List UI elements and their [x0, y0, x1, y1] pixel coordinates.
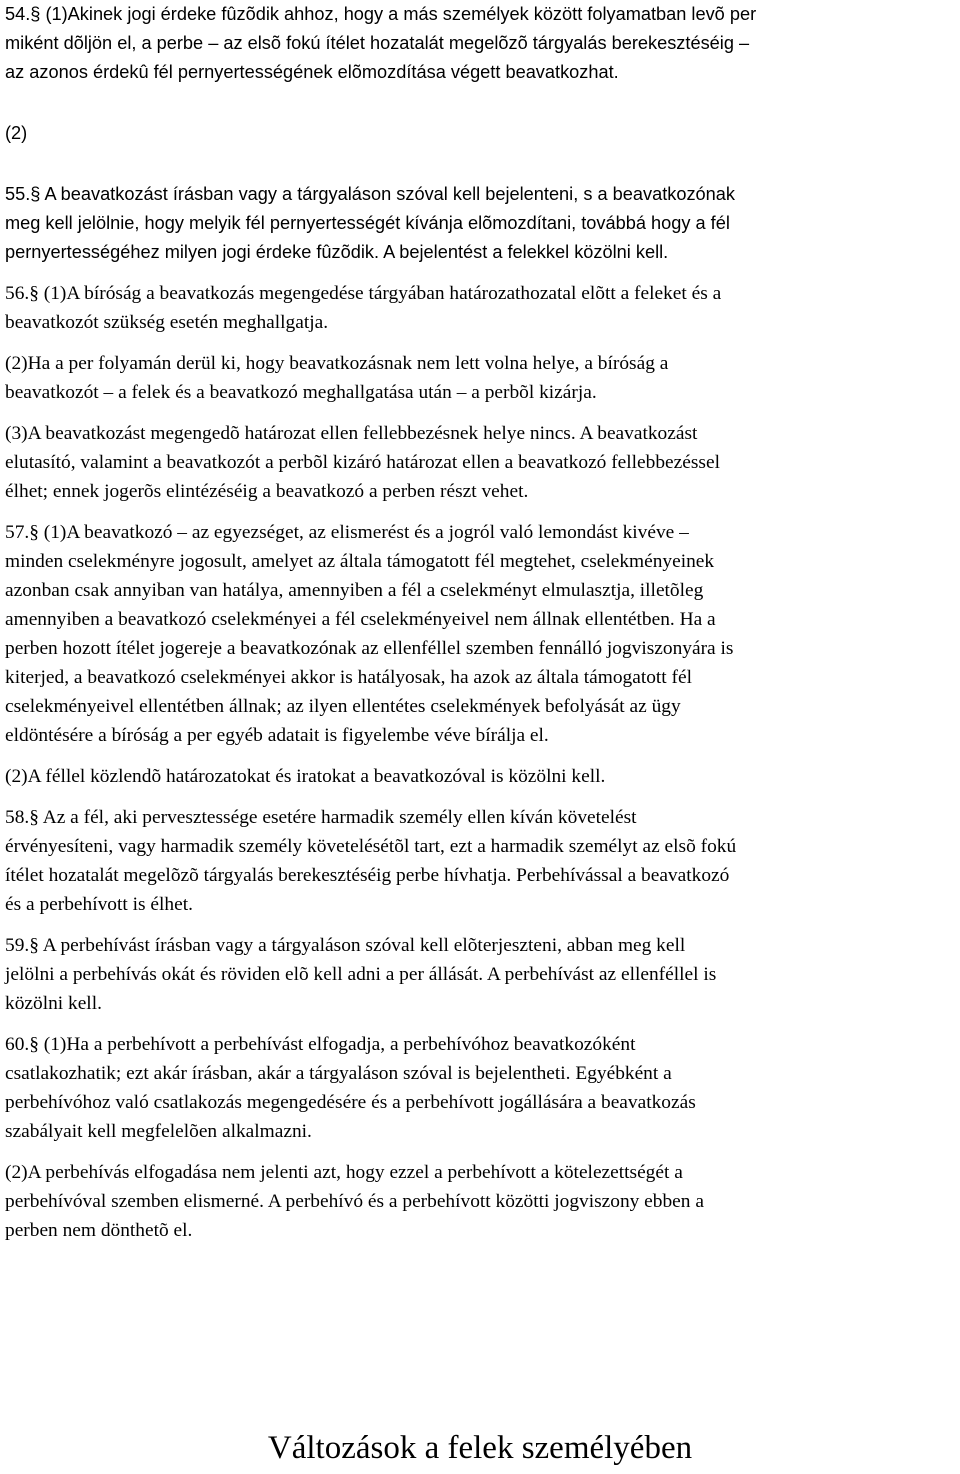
paragraph-56-3: [5, 419, 957, 506]
text-line: eldöntésére a bíróság a per egyéb adatait is figyelembe véve bírálja el.: [5, 725, 549, 746]
text-line: 60.§ (1)Ha a perbehívott a perbehívást elfogadja, a perbehívóhoz beavatkozóként: [5, 1034, 636, 1055]
paragraph-57-2: [5, 762, 957, 791]
text-line: perbehívóhoz való csatlakozás megengedésére és a perbehívott jogállására a beavatkozás: [5, 1092, 696, 1113]
text-line: 59.§ A perbehívást írásban vagy a tárgyaláson szóval kell elõterjeszteni, abban meg kell: [5, 935, 686, 956]
paragraph-55: [5, 180, 957, 267]
text-line: érvényesíteni, vagy harmadik személy követelésétõl tart, ezt a harmadik személyt az elsõ fokú: [5, 836, 737, 857]
text-line: ítélet hozatalát megelõzõ tárgyalás berekesztéséig perbe hívhatja. Perbehívással a beavatkozó: [5, 865, 730, 886]
paragraph-56-2: [5, 349, 957, 407]
text-line: perben hozott ítélet jogereje a beavatkozónak az ellenféllel szemben fennálló jogviszonyára is: [5, 638, 734, 659]
text-line: cselekményeivel ellentétben állnak; az ilyen ellentétes cselekmények befolyását az ügy: [5, 696, 681, 717]
text-line: az azonos érdekû fél pernyertességének elõmozdítása végett beavatkozhat.: [5, 62, 619, 82]
paragraph-57: [5, 518, 957, 750]
text-line: (2)A perbehívás elfogadása nem jelenti azt, hogy ezzel a perbehívott a kötelezettségét a: [5, 1162, 683, 1183]
text-line: azonban csak annyiban van hatálya, amennyiben a fél a cselekményt elmulasztja, illetõleg: [5, 580, 704, 601]
text-line: beavatkozót – a felek és a beavatkozó meghallgatása után – a perbõl kizárja.: [5, 382, 597, 403]
text-line: élhet; ennek jogerõs elintézéséig a beavatkozó a perben részt vehet.: [5, 481, 529, 502]
text-line: elutasító, valamint a beavatkozót a perbõl kizáró határozat ellen a beavatkozó fellebbezéssel: [5, 452, 720, 473]
text-line: minden cselekményre jogosult, amelyet az általa támogatott fél megtehet, cselekményeinek: [5, 551, 715, 572]
text-line: meg kell jelölnie, hogy melyik fél pernyertességét kívánja elõmozdítani, továbbá hogy a fél: [5, 213, 730, 233]
text-line: 55.§ A beavatkozást írásban vagy a tárgyaláson szóval kell bejelenteni, s a beavatkozónak: [5, 184, 735, 204]
paragraph-54: [5, 0, 957, 87]
paragraph-60: [5, 1030, 957, 1146]
text-line: perbehívóval szemben elismerné. A perbehívó és a perbehívott közötti jogviszony ebben a: [5, 1191, 704, 1212]
text-line: pernyertességéhez milyen jogi érdeke fûzõdik. A bejelentést a felekkel közölni kell.: [5, 242, 669, 262]
text-line: amennyiben a beavatkozó cselekményei a fél cselekményeivel nem állnak ellentétben. Ha a: [5, 609, 716, 630]
text-line: (2)Ha a per folyamán derül ki, hogy beavatkozásnak nem lett volna helye, a bíróság a: [5, 353, 669, 374]
text-line: 57.§ (1)A beavatkozó – az egyezséget, az elismerést és a jogról való lemondást kivéve –: [5, 522, 689, 543]
text-line: (2)A féllel közlendõ határozatokat és iratokat a beavatkozóval is közölni kell.: [5, 766, 606, 787]
text-line: miként dõljön el, a perbe – az elsõ fokú ítélet hozatalát megelõzõ tárgyalás berekesztéséig –: [5, 33, 750, 53]
text-line: (2): [5, 123, 28, 143]
paragraph-60-2: [5, 1158, 957, 1245]
text-line: 58.§ Az a fél, aki pervesztessége esetére harmadik személy ellen kíván követelést: [5, 807, 637, 828]
paragraph-59: [5, 931, 957, 1018]
text-line: csatlakozhatik; ezt akár írásban, akár a tárgyaláson szóval is bejelentheti. Egyébként a: [5, 1063, 672, 1084]
text-line: közölni kell.: [5, 993, 102, 1014]
text-line: jelölni a perbehívás okát és röviden elõ kell adni a per állását. A perbehívást az ellenféllel is: [5, 964, 717, 985]
paragraph-56: [5, 279, 957, 337]
paragraph-58: [5, 803, 957, 919]
text-line: (3)A beavatkozást megengedõ határozat ellen fellebbezésnek helye nincs. A beavatkozást: [5, 423, 698, 444]
text-line: szabályait kell megfelelõen alkalmazni.: [5, 1121, 312, 1142]
text-line: perben nem dönthetõ el.: [5, 1220, 193, 1241]
text-line: és a perbehívott is élhet.: [5, 894, 193, 915]
section-heading: Változások a felek személyében: [267, 1430, 693, 1466]
text-line: 54.§ (1)Akinek jogi érdeke fûzõdik ahhoz, hogy a más személyek között folyamatban levõ per: [5, 4, 757, 24]
text-line: 56.§ (1)A bíróság a beavatkozás megengedése tárgyában határozathozatal elõtt a feleket és a: [5, 283, 722, 304]
text-line: beavatkozót szükség esetén meghallgatja.: [5, 312, 329, 333]
paragraph-54-2: [5, 119, 957, 148]
text-line: kiterjed, a beavatkozó cselekményei akkor is hatályosak, ha azok az általa támogatott fél: [5, 667, 692, 688]
document-body: [5, 0, 957, 1245]
